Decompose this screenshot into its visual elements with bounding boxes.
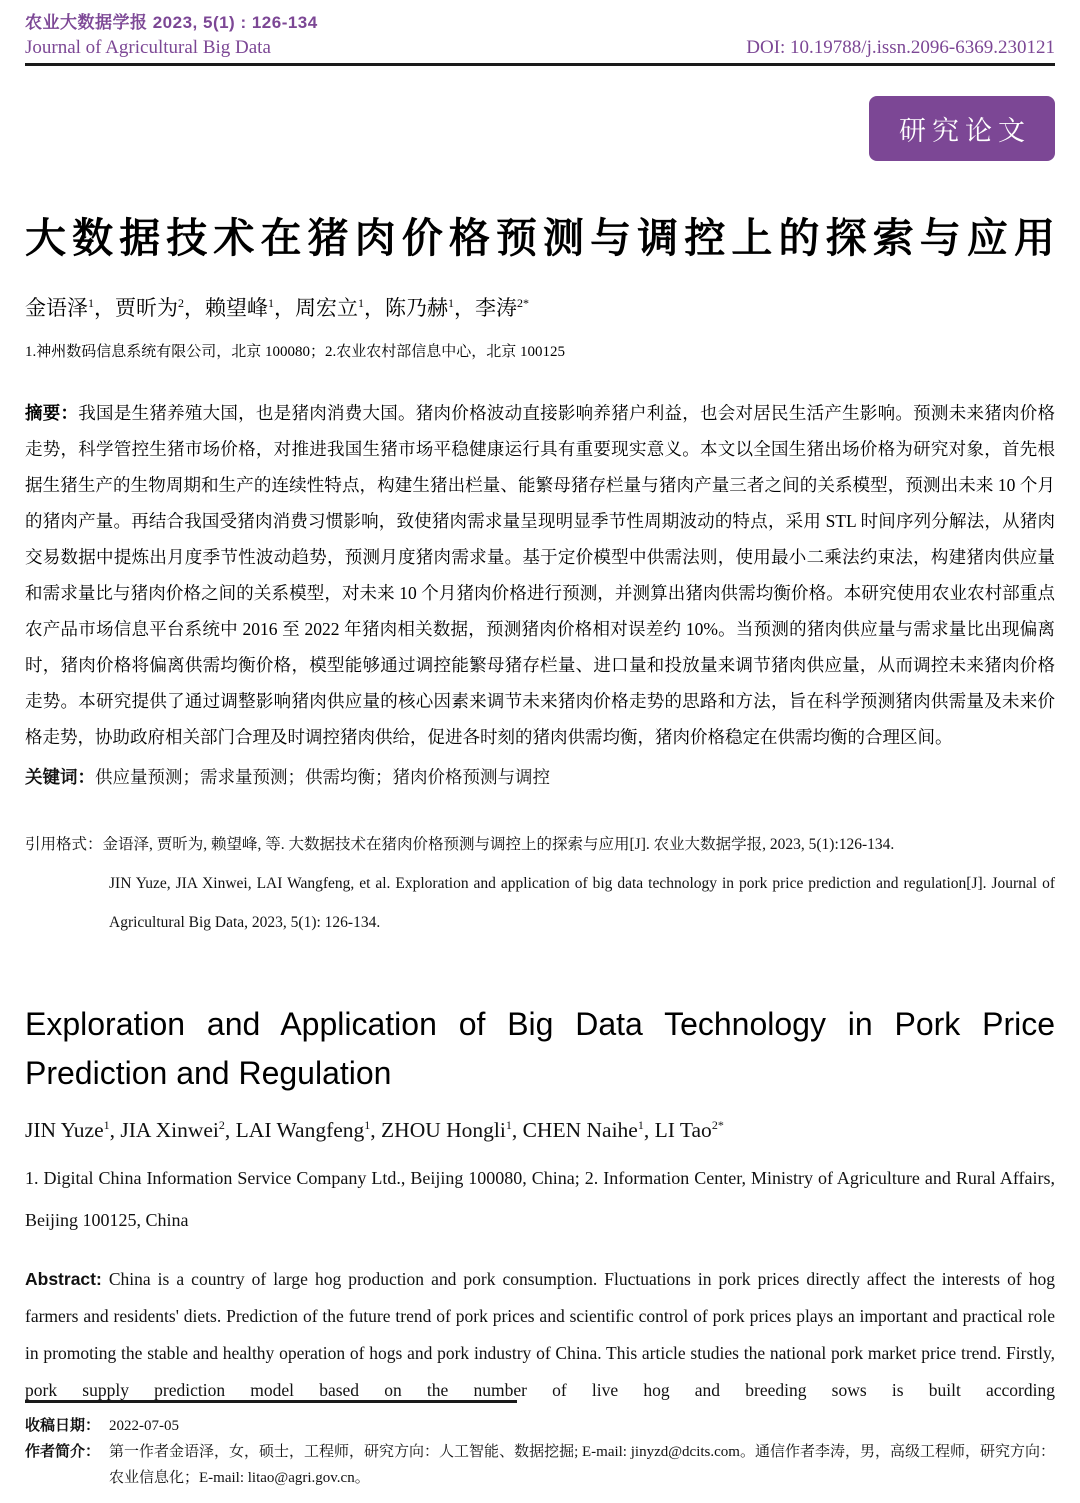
badge-row xyxy=(25,96,1055,161)
author-affiliation-mark: 2 xyxy=(218,1118,225,1133)
author-affiliation-mark: 1 xyxy=(268,296,274,311)
abstract-text-en: China is a country of large hog production and pork consumption. Fluctuations in pork prices directly affect the interests of hog farmers and residents' diets. Prediction of the future trend of pork prices and scientific control of pork prices plays an important and practical role in promoting the stable and healthy operation of hogs and pork industry of China. This article studies the national pork market price trend. Firstly, pork supply prediction model based on the number of live hog and breeding sows is built according xyxy=(25,1269,1055,1401)
author-name: ZHOU Hongli xyxy=(381,1118,506,1143)
author-separator: ， xyxy=(364,296,385,321)
footnote-divider xyxy=(25,1400,517,1403)
author-affiliation-mark: 1 xyxy=(448,296,454,311)
author-affiliation-mark: 2* xyxy=(517,296,529,311)
authors-en xyxy=(25,1118,1055,1143)
author-affiliation-mark: 1 xyxy=(358,296,364,311)
authors-cn xyxy=(25,292,1055,322)
affiliation-cn: 1.神州数码信息系统有限公司，北京 100080；2.农业农村部信息中心，北京 100125 xyxy=(25,344,566,361)
journal-title-cn: 农业大数据学报 2023, 5(1) : 126-134 xyxy=(25,13,318,32)
keywords-label: 关键词： xyxy=(25,767,95,788)
author-affiliation-mark: 2* xyxy=(711,1118,724,1133)
abstract-label-cn: 摘要： xyxy=(25,403,79,424)
author-name: JIA Xinwei xyxy=(120,1118,219,1143)
received-date-label: 收稿日期： xyxy=(25,1417,101,1434)
author-separator: ， xyxy=(274,296,295,321)
author-separator: , xyxy=(109,1118,121,1143)
author-separator: ， xyxy=(454,296,475,321)
keywords-text: 供应量预测；需求量预测；供需均衡；猪肉价格预测与调控 xyxy=(95,767,550,788)
received-date-value: 2022-07-05 xyxy=(109,1418,179,1434)
author-affiliation-mark: 1 xyxy=(364,1118,371,1133)
citation-block xyxy=(25,825,1055,942)
author-name: CHEN Naihe xyxy=(522,1118,638,1143)
author-name: 陈乃赫 xyxy=(385,296,448,321)
citation-en: JIN Yuze, JIA Xinwei, LAI Wangfeng, et al. Exploration and application of big data technology in pork price prediction and regulation[J]. Journal of Agricultural Big Data, 2023, 5(1): 126-134. xyxy=(109,875,1055,932)
author-affiliation-mark: 1 xyxy=(103,1118,110,1133)
author-bio-label: 作者简介： xyxy=(25,1443,101,1460)
author-separator: ， xyxy=(184,296,205,321)
article-type-badge: 研究论文 xyxy=(869,96,1055,161)
article-title-en: Exploration and Application of Big Data Technology in Pork Price Prediction and Regulation xyxy=(25,1006,1055,1092)
abstract-text-cn: 我国是生猪养殖大国，也是猪肉消费大国。猪肉价格波动直接影响养猪户利益，也会对居民生活产生影响。预测未来猪肉价格走势，科学管控生猪市场价格，对推进我国生猪市场平稳健康运行具有重要现实意义。本文以全国生猪出场价格为研究对象，首先根据生猪生产的生物周期和生产的连续性特点，构建生猪出栏量、能繁母猪存栏量与猪肉产量三者之间的关系模型，预测出未来 10 个月的猪肉产量。再结合我国受猪肉消费习惯影响，致使猪肉需求量呈现明显季节性周期波动的特点，采用 STL 时间序列分解法，从猪肉交易数据中提炼出月度季节性波动趋势，预测月度猪肉需求量。基于定价模型中供需法则，使用最小二乘法约束法，构建猪肉供应量和需求量比与猪肉价格之间的关系模型，对未来 10 个月猪肉价格进行预测，并测算出猪肉供需均衡价格。本研究使用农业农村部重点农产品市场信息平台系统中 2016 至 2022 年猪肉相关数据，预测猪肉价格相对误差约 10%。当预测的猪肉供应量与需求量比出现偏离时，猪肉价格将偏离供需均衡价格，模型能够通过调控能繁母猪存栏量、进口量和投放量来调节猪肉供应量，从而调控未来猪肉价格走势。本研究提供了通过调整影响猪肉供应量的核心因素来调节未来猪肉价格走势的思路和方法，旨在科学预测猪肉供需量及未来价格走势，协助政府相关部门合理及时调控猪肉供给，促进各时刻的猪肉供需均衡，猪肉价格稳定在供需均衡的合理区间。 xyxy=(25,403,1056,748)
journal-header xyxy=(25,8,1055,66)
author-name: 周宏立 xyxy=(295,296,358,321)
header-divider xyxy=(25,63,1055,66)
author-name: 贾昕为 xyxy=(115,296,178,321)
author-affiliation-mark: 2 xyxy=(178,296,184,311)
author-separator: , xyxy=(511,1118,523,1143)
abstract-cn xyxy=(25,395,1055,755)
author-affiliation-mark: 1 xyxy=(88,296,94,311)
footnote-area xyxy=(25,1400,1055,1491)
article-title-cn: 大数据技术在猪肉价格预测与调控上的探索与应用 xyxy=(25,215,1055,261)
author-separator: , xyxy=(224,1118,236,1143)
abstract-label-en: Abstract: xyxy=(25,1269,102,1290)
author-separator: , xyxy=(643,1118,655,1143)
author-affiliation-mark: 1 xyxy=(505,1118,512,1133)
keywords-line xyxy=(25,759,1055,795)
author-separator: , xyxy=(370,1118,382,1143)
author-name: LAI Wangfeng xyxy=(235,1118,365,1143)
doi-text: DOI: 10.19788/j.issn.2096-6369.230121 xyxy=(746,37,1055,58)
abstract-en xyxy=(25,1261,1055,1409)
journal-title-en: Journal of Agricultural Big Data xyxy=(25,37,271,58)
author-bio-text: 第一作者金语泽，女，硕士，工程师，研究方向：人工智能、数据挖掘; E-mail: jinyzd@dcits.com。通信作者李涛，男，高级工程师，研究方向：农业信息化；E-mail: litao@agri.gov.cn。 xyxy=(109,1444,1055,1486)
author-name: 李涛 xyxy=(475,296,517,321)
author-name: LI Tao xyxy=(654,1118,712,1143)
citation-label: 引用格式： xyxy=(25,836,103,854)
author-name: 金语泽 xyxy=(25,296,88,321)
author-affiliation-mark: 1 xyxy=(637,1118,644,1133)
author-name: 赖望峰 xyxy=(205,296,268,321)
affiliation-en: 1. Digital China Information Service Company Ltd., Beijing 100080, China; 2. Information Center, Ministry of Agriculture and Rural Affairs, Beijing 100125, China xyxy=(25,1168,1055,1231)
author-name: JIN Yuze xyxy=(25,1118,104,1143)
citation-cn: 金语泽, 贾昕为, 赖望峰, 等. 大数据技术在猪肉价格预测与调控上的探索与应用[J]. 农业大数据学报, 2023, 5(1):126-134. xyxy=(102,836,895,854)
author-separator: ， xyxy=(94,296,115,321)
